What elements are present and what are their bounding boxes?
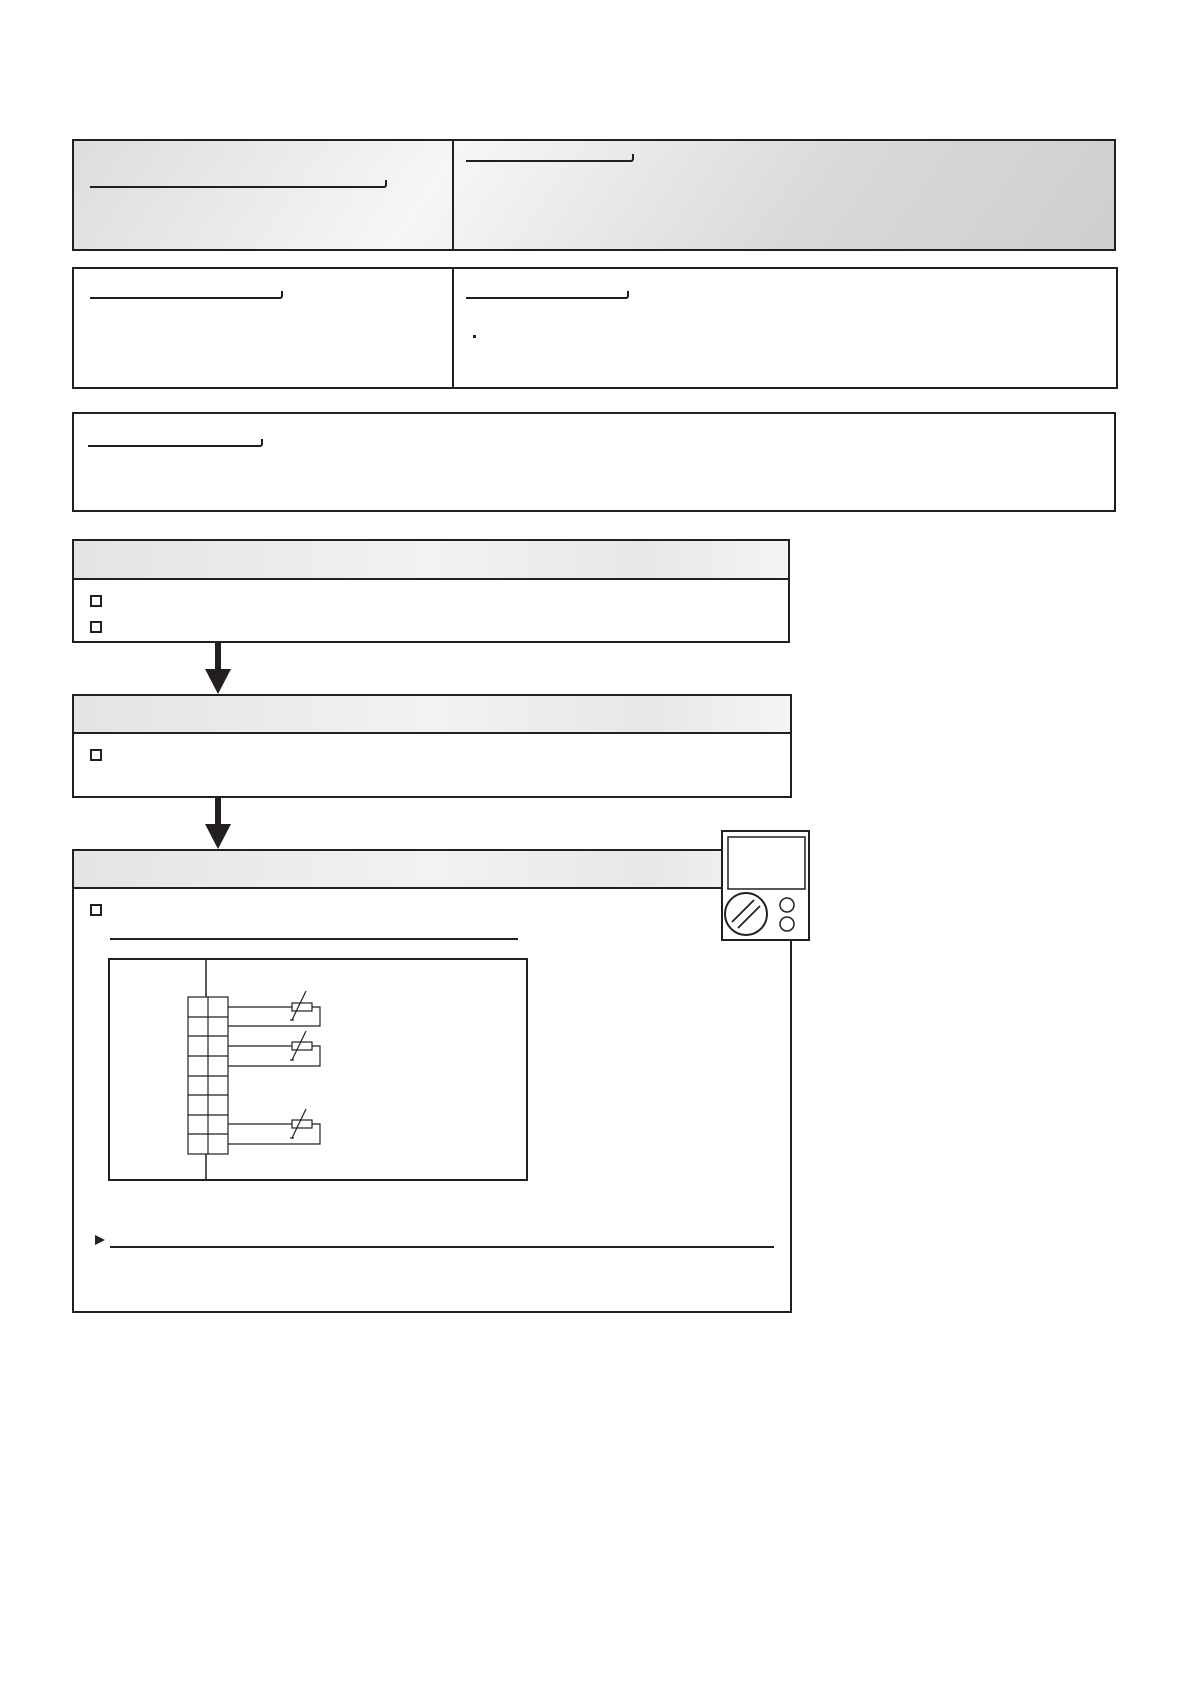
- arrow-down-icon: [204, 798, 232, 850]
- info-divider: [452, 269, 454, 387]
- header-right-title-underline: [466, 154, 634, 162]
- notice-panel: [72, 412, 1116, 512]
- step-1-checkbox-1[interactable]: [90, 595, 102, 607]
- terminal-block: [188, 997, 228, 1154]
- step-2-panel: [72, 694, 792, 798]
- triangle-right-icon: [94, 1234, 106, 1246]
- info-bullet-dot: [473, 335, 476, 338]
- step-1-header: [74, 541, 788, 580]
- step-3-underline: [110, 938, 518, 940]
- step-3-header: [74, 851, 790, 889]
- notice-title-underline: [88, 439, 263, 447]
- step-1-checkbox-2[interactable]: [90, 621, 102, 633]
- step-3-panel: [72, 849, 792, 1313]
- header-panel: [72, 139, 1116, 251]
- header-left-title-underline: [90, 180, 387, 188]
- step-3-checkbox-1[interactable]: [90, 904, 102, 916]
- step-2-header: [74, 696, 790, 734]
- multimeter-icon: [721, 830, 811, 942]
- thermistor-wiring-diagram: [108, 958, 528, 1182]
- arrow-down-icon: [204, 643, 232, 695]
- step-1-panel: [72, 539, 790, 643]
- info-right-title-underline: [466, 291, 629, 299]
- info-panel: [72, 267, 1118, 389]
- info-left-title-underline: [90, 291, 283, 299]
- step-3-note-underline: [110, 1246, 774, 1248]
- step-2-checkbox-1[interactable]: [90, 749, 102, 761]
- header-divider: [452, 141, 454, 249]
